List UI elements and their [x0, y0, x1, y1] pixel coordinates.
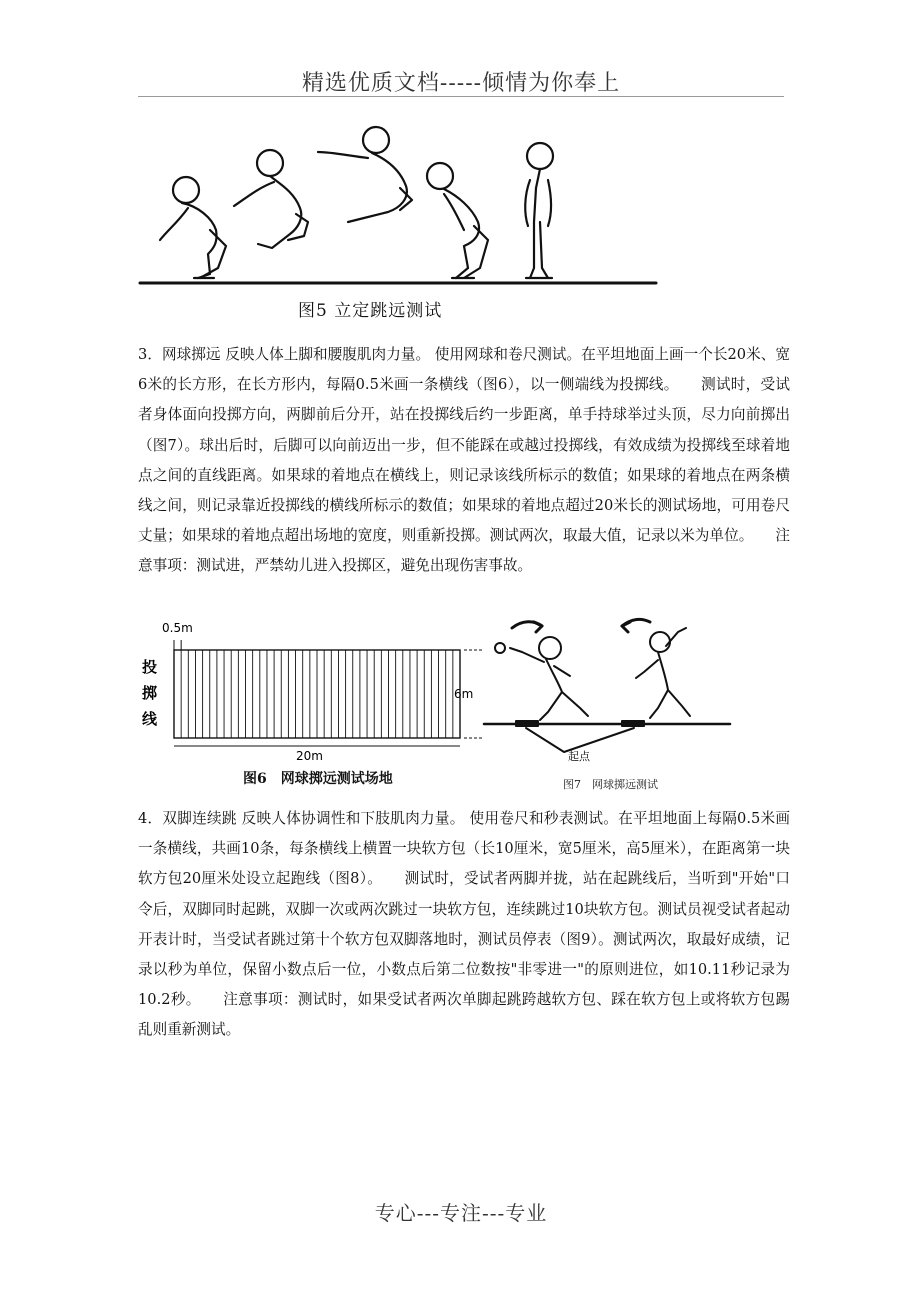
- spacing-label: 0.5m: [162, 621, 193, 635]
- tennis-ball-throw-illustration: [482, 612, 732, 792]
- page-footer: 专心---专注---专业: [374, 1201, 548, 1225]
- throw-line-label-1: 投: [142, 658, 158, 676]
- start-point-label: 起点: [568, 750, 590, 763]
- section3-paragraph: 3．网球掷远 反映人体上脚和腰腹肌肉力量。 使用网球和卷尺测试。在平坦地面上画一个长20米、宽6米的长方形，在长方形内，每隔0.5米画一条横线（图6），以一侧端线为投掷线。 测试时，受试者身体面向投掷方向，两脚前后分开，站在投掷线后约一步距离，单手持球举过头顶，尽力向前掷出（图7）。球出后时，后脚可以向前迈出一步，但不能踩在或越过投掷线，有效成绩为投掷线至球着地点之间的直线距离。如果球的着地点在横线上，则记录该线所标示的数值；如果球的着地点在两条横线之间，则记录靠近投掷线的横线所标示的数值；如果球的着地点超过20米长的测试场地，可用卷尺丈量；如果球的着地点超出场地的宽度，则重新投掷。测试两次，取最大值，记录以米为单位。 注意事项：测试进，严禁幼儿进入投掷区，避免出现伤害事故。: [138, 346, 790, 575]
- figure5-caption: 图5 立定跳远测试: [298, 301, 443, 321]
- page-header: 精选优质文档-----倾情为你奉上: [301, 71, 621, 96]
- width-label: 6m: [454, 687, 474, 701]
- throw-line-label-3: 线: [142, 710, 158, 728]
- throw-line-label-2: 掷: [142, 684, 158, 702]
- section4-paragraph: 4．双脚连续跳 反映人体协调性和下肢肌肉力量。 使用卷尺和秒表测试。在平坦地面上每隔0.5米画一条横线，共画10条，每条横线上横置一块软方包（长10厘米，宽5厘米，高5厘米），在距离第一块软方包20厘米处设立起跑线（图8）。 测试时，受试者两脚并拢，站在起跳线后，当听到"开始"口令后，双脚同时起跳，双脚一次或两次跳过一块软方包，连续跳过10块软方包。测试员视受试者起动开表计时，当受试者跳过第十个软方包双脚落地时，测试员停表（图9）。测试两次，取最好成绩，记录以秒为单位，保留小数点后一位，小数点后第二位数按"非零进一"的原则进位，如10.11秒记录为10.2秒。 注意事项：测试时，如果受试者两次单脚起跳跨越软方包、踩在软方包上或将软方包踢乱则重新测试。: [138, 810, 790, 1039]
- length-label: 20m: [296, 749, 323, 763]
- header-divider: [138, 96, 784, 97]
- figure7-caption: 图7 网球掷远测试: [563, 778, 658, 791]
- figure6-caption: 图6 网球掷远测试场地: [243, 771, 393, 787]
